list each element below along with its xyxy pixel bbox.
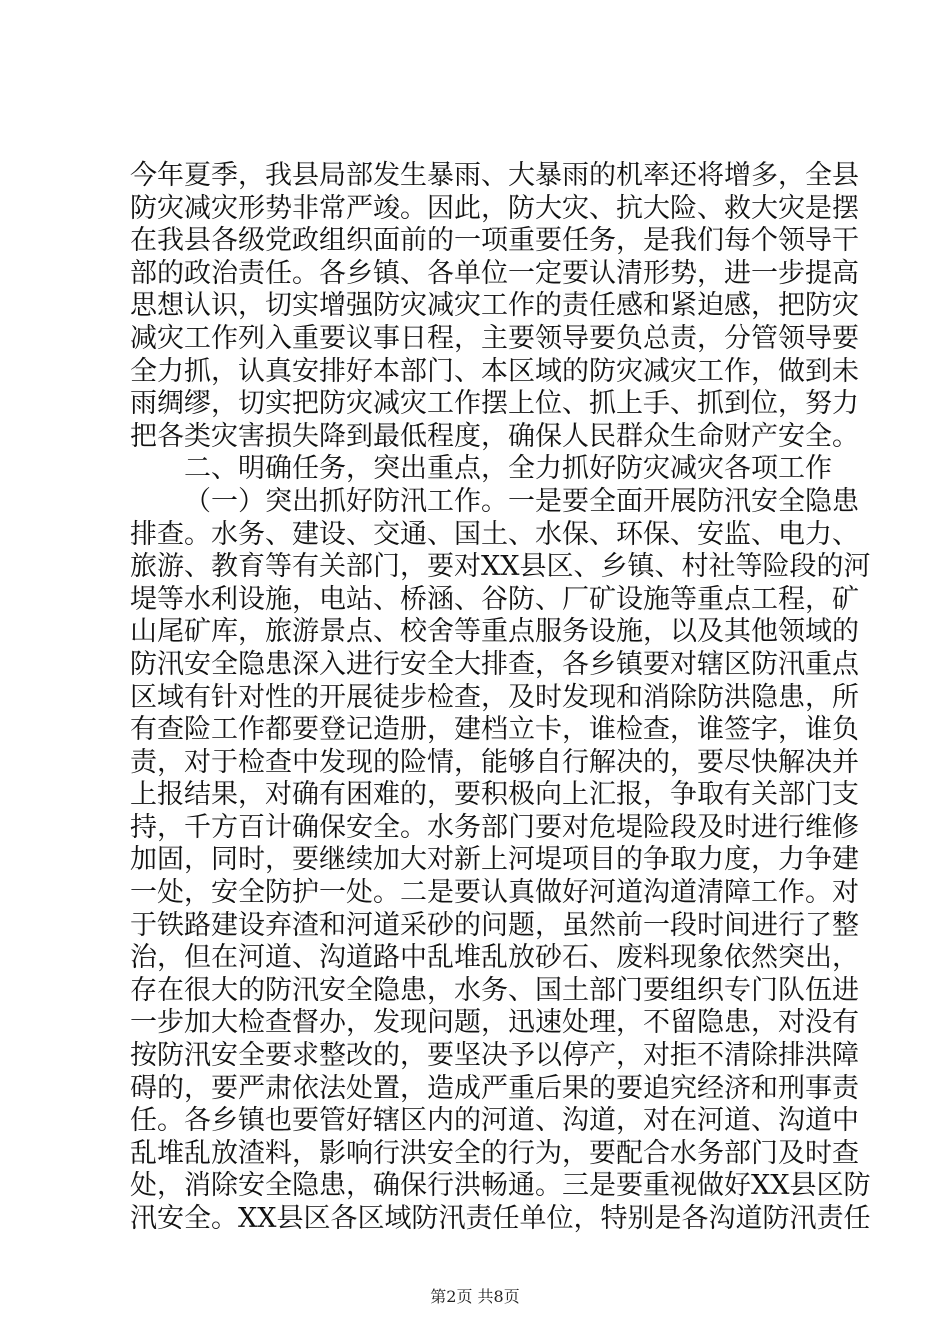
text-line: 全力抓，认真安排好本部门、本区域的防灾减灾工作，做到未 xyxy=(130,355,859,387)
page-footer xyxy=(0,1284,950,1307)
text-line: 防汛安全隐患深入进行安全大排查，各乡镇要对辖区防汛重点 xyxy=(130,648,859,680)
page-number: 第2页 共8页 xyxy=(430,1287,520,1306)
text-line: 于铁路建设弃渣和河道采砂的问题，虽然前一段时间进行了整 xyxy=(130,909,859,941)
text-line: 旅游、教育等有关部门，要对XX县区、乡镇、村社等险段的河 xyxy=(130,551,871,583)
text-line: 区域有针对性的开展徒步检查，及时发现和消除防洪隐患，所 xyxy=(130,681,859,713)
text-line: 思想认识，切实增强防灾减灾工作的责任感和紧迫感，把防灾 xyxy=(130,290,859,322)
text-line: 处，消除安全隐患，确保行洪畅通。三是要重视做好XX县区防 xyxy=(130,1170,871,1202)
text-line: 汛安全。XX县区各区域防汛责任单位，特别是各沟道防汛责任 xyxy=(130,1203,871,1234)
text-line: 排查。水务、建设、交通、国土、水保、环保、安监、电力、 xyxy=(130,518,859,550)
text-line: 乱堆乱放渣料，影响行洪安全的行为，要配合水务部门及时查 xyxy=(130,1137,859,1169)
subsection-start: （一）突出抓好防汛工作。一是要全面开展防汛安全隐患 xyxy=(184,485,859,517)
text-line: 雨绸缪，切实把防灾减灾工作摆上位、抓上手、抓到位，努力 xyxy=(130,388,859,420)
text-line: 一步加大检查督办，发现问题，迅速处理，不留隐患，对没有 xyxy=(130,1007,859,1039)
text-line: 减灾工作列入重要议事日程，主要领导要负总责，分管领导要 xyxy=(130,322,859,354)
text-line: 任。各乡镇也要管好辖区内的河道、沟道，对在河道、沟道中 xyxy=(130,1105,859,1137)
text-line: 按防汛安全要求整改的，要坚决予以停产，对拒不清除排洪障 xyxy=(130,1040,859,1072)
text-line: 一处，安全防护一处。二是要认真做好河道沟道清障工作。对 xyxy=(130,877,859,909)
text-line: 今年夏季，我县局部发生暴雨、大暴雨的机率还将增多，全县 xyxy=(130,160,859,191)
text-line: 有查险工作都要登记造册，建档立卡，谁检查，谁签字，谁负 xyxy=(130,714,859,746)
text-line: 加固，同时，要继续加大对新上河堤项目的争取力度，力争建 xyxy=(130,844,859,876)
text-line: 防灾减灾形势非常严竣。因此，防大灾、抗大险、救大灾是摆 xyxy=(130,192,859,224)
text-line: 上报结果，对确有困难的，要积极向上汇报，争取有关部门支 xyxy=(130,779,859,811)
section-heading: 二、明确任务，突出重点，全力抓好防灾减灾各项工作 xyxy=(184,453,832,485)
text-line: 堤等水利设施，电站、桥涵、谷防、厂矿设施等重点工程，矿 xyxy=(130,583,859,615)
text-line: 把各类灾害损失降到最低程度，确保人民群众生命财产安全。 xyxy=(130,420,859,452)
body-text xyxy=(130,160,871,1236)
text-line: 治，但在河道、沟道路中乱堆乱放砂石、废料现象依然突出， xyxy=(130,942,859,974)
text-line: 碍的，要严肃依法处置，造成严重后果的要追究经济和刑事责 xyxy=(130,1072,859,1104)
text-line: 持，千方百计确保安全。水务部门要对危堤险段及时进行维修 xyxy=(130,811,859,843)
text-line: 部的政治责任。各乡镇、各单位一定要认清形势，进一步提高 xyxy=(130,257,859,289)
text-line: 责，对于检查中发现的险情，能够自行解决的，要尽快解决并 xyxy=(130,746,859,778)
text-line: 山尾矿库，旅游景点、校舍等重点服务设施，以及其他领域的 xyxy=(130,616,859,648)
text-line: 在我县各级党政组织面前的一项重要任务，是我们每个领导干 xyxy=(130,225,859,257)
text-line: 存在很大的防汛安全隐患，水务、国土部门要组织专门队伍进 xyxy=(130,974,859,1006)
